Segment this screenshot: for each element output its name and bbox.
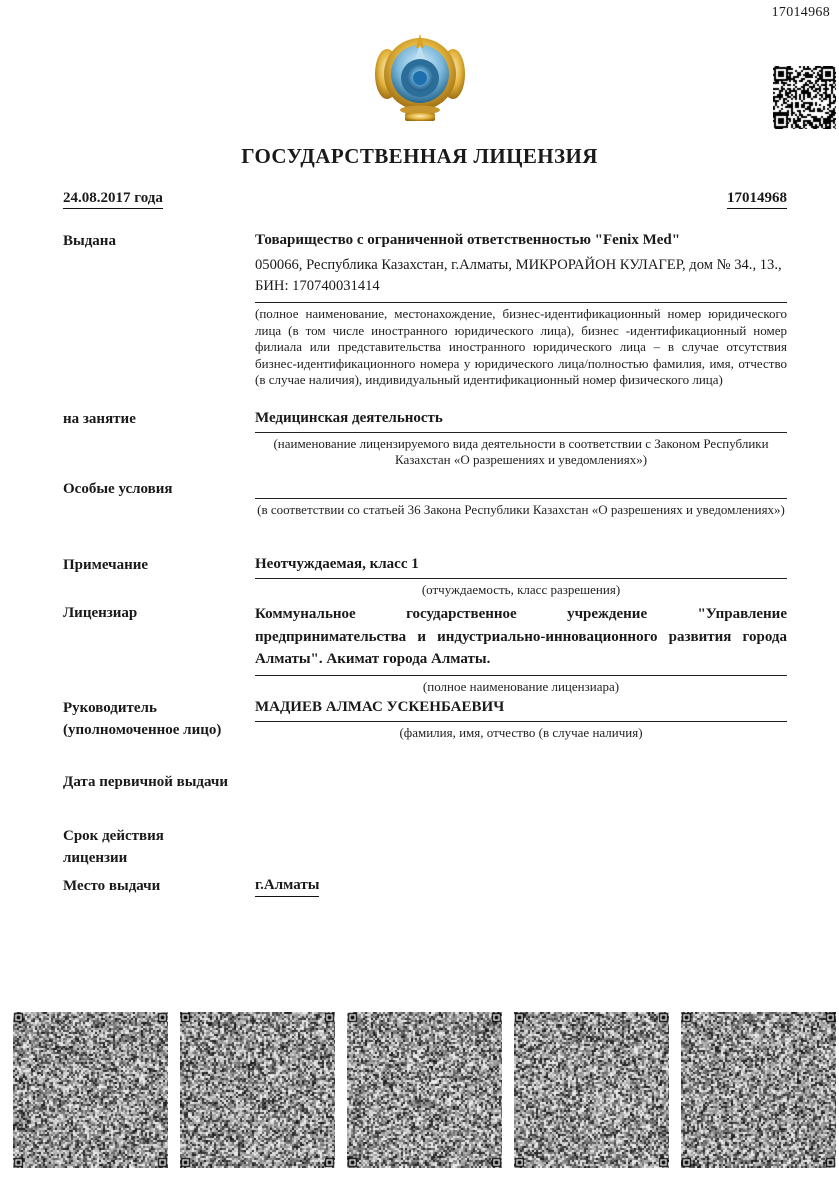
section-special-conditions [63, 479, 787, 519]
field-label-special: Особые условия [63, 481, 173, 497]
field-value-issued: Товарищество с ограниченной ответственностью "Fenix Med" [255, 232, 681, 248]
kazakhstan-coat-of-arms-icon [374, 20, 466, 124]
field-note-licensor: (полное наименование лицензиара) [422, 678, 620, 694]
license-number-top: 17014968 [771, 5, 830, 20]
section-head [63, 698, 787, 742]
value-underline [255, 302, 787, 303]
value-underline [255, 578, 787, 579]
barcode-strip [13, 1012, 836, 1168]
field-label-validity: Срок действия лицензии [63, 828, 164, 866]
value-underline [255, 675, 787, 676]
field-note-remark: (отчуждаемость, класс разрешения) [421, 581, 621, 597]
barcode-block [13, 1012, 168, 1168]
qr-code [773, 66, 836, 129]
section-issued [63, 231, 787, 389]
value-underline [255, 498, 787, 499]
field-label-activity: на занятие [63, 411, 136, 427]
field-note-activity: (наименование лицензируемого вида деятельности в соответствии с Законом Республики Казахстан «О разрешениях и уведомлениях») [273, 435, 769, 468]
section-validity [63, 826, 787, 870]
field-value-activity: Медицинская деятельность [255, 410, 443, 426]
field-label-issued: Выдана [63, 233, 116, 249]
value-underline [255, 432, 787, 433]
field-label-remark: Примечание [63, 557, 149, 573]
field-label-place: Место выдачи [63, 878, 161, 894]
field-value-head: МАДИЕВ АЛМАС УСКЕНБАЕВИЧ [255, 699, 505, 715]
section-remark [63, 555, 787, 598]
field-label-licensor: Лицензиар [63, 605, 138, 621]
field-note-issued: (полное наименование, местонахождение, бизнес-идентификационный номер юридического лица (в том числе иностранного юридического лица), бизнес -идентификационный номер филиала или представительства иностранного юридического лица – в случае отсутствия бизнес-идентификационного номера у юридического лица/полностью фамилия, имя, отчество (в случае наличия), индивидуальный идентификационный номер физического лица) [255, 305, 787, 388]
field-label-first-issue: Дата первичной выдачи [63, 774, 229, 790]
section-licensor [63, 603, 787, 695]
field-note-head: (фамилия, имя, отчество (в случае наличия) [399, 724, 643, 740]
license-number: 17014968 [727, 190, 787, 209]
barcode-block [180, 1012, 335, 1168]
field-value-special [255, 479, 787, 494]
field-value-licensor: Коммунальное государственное учреждение "Управление предпринимательства и индустриально-инновационного развития города Алматы". Акимат города Алматы. [255, 606, 787, 667]
section-first-issue-date [63, 772, 787, 794]
field-note-special: (в соответствии со статьей 36 Закона Республики Казахстан «О разрешениях и уведомлениях») [257, 502, 785, 517]
barcode-block [514, 1012, 669, 1168]
issue-date: 24.08.2017 года [63, 190, 163, 209]
value-underline [255, 721, 787, 722]
field-address-issued: 050066, Республика Казахстан, г.Алматы, МИКРОРАЙОН КУЛАГЕР, дом № 34., 13., БИН: 170740031414 [255, 256, 782, 295]
barcode-block [681, 1012, 836, 1168]
section-issue-place [63, 876, 787, 898]
section-activity [63, 409, 787, 469]
field-value-remark: Неотчуждаемая, класс 1 [255, 556, 419, 572]
field-label-head: Руководитель (уполномоченное лицо) [63, 700, 222, 738]
date-number-row [63, 190, 787, 209]
document-title: ГОСУДАРСТВЕННАЯ ЛИЦЕНЗИЯ [241, 144, 598, 168]
barcode-block [347, 1012, 502, 1168]
field-value-place: г.Алматы [255, 876, 319, 897]
